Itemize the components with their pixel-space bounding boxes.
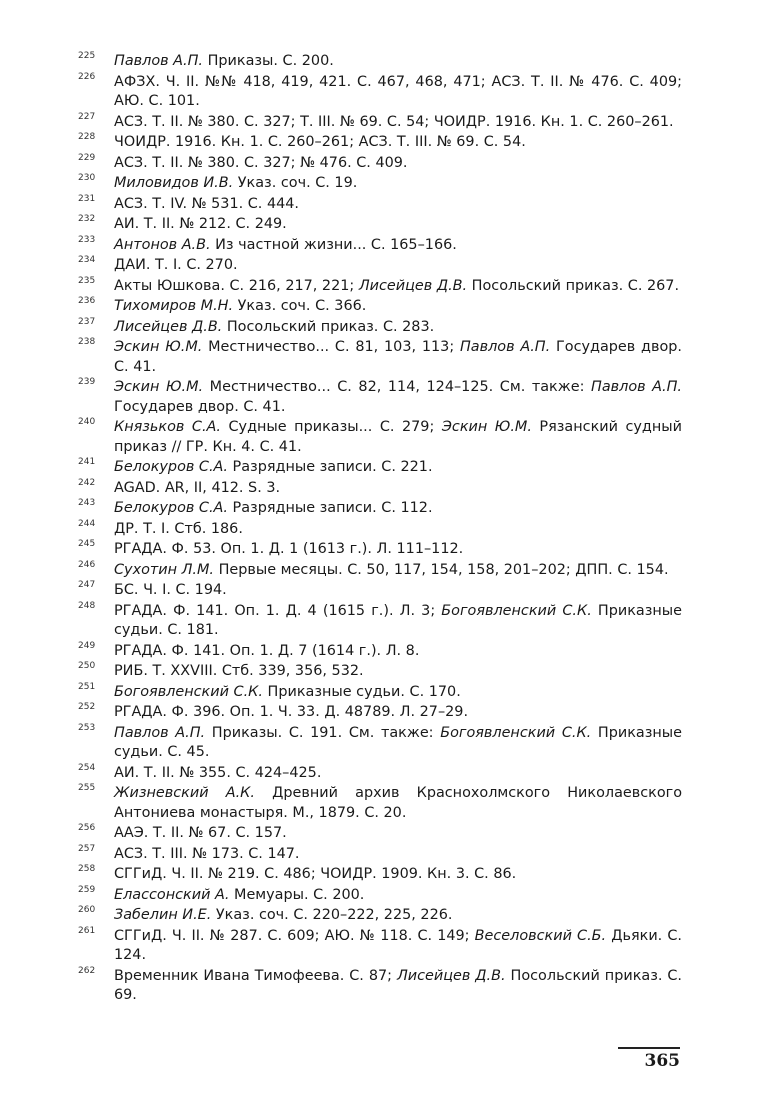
author-name: Павлов А.П. bbox=[114, 724, 206, 741]
citation-text: РГАДА. Ф. 53. Оп. 1. Д. 1 (1613 г.). Л. 111–112. bbox=[114, 541, 464, 557]
footnote-text bbox=[114, 866, 516, 882]
footnote-text bbox=[114, 825, 287, 841]
footnote-entry bbox=[78, 886, 682, 906]
author-name: Жизневский А.К. bbox=[114, 785, 255, 801]
citation-text: Указ. соч. С. 366. bbox=[233, 298, 367, 314]
footnote-number: 239 bbox=[78, 377, 96, 387]
footnote-entry bbox=[78, 540, 682, 560]
footnote-entry bbox=[78, 764, 682, 784]
author-name: Белокуров С.А. bbox=[114, 459, 228, 475]
footnote-number: 232 bbox=[78, 214, 96, 224]
page-number-rule bbox=[618, 1047, 680, 1049]
author-name: Тихомиров М.Н. bbox=[114, 298, 234, 314]
footnote-entry bbox=[78, 824, 682, 844]
footnote-text bbox=[114, 704, 468, 720]
footnote-entry bbox=[78, 906, 682, 926]
footnote-number: 255 bbox=[78, 783, 96, 793]
author-name: Антонов А.В. bbox=[114, 236, 211, 253]
footnote-entry bbox=[78, 499, 682, 519]
footnote-entry bbox=[78, 561, 682, 581]
citation-text: Разрядные записи. С. 112. bbox=[227, 500, 433, 516]
footnote-text bbox=[114, 846, 299, 862]
citation-text: Посольский приказ. С. 283. bbox=[222, 318, 435, 335]
footnote-text bbox=[114, 643, 419, 659]
footnote-entry bbox=[78, 378, 682, 417]
footnote-number: 257 bbox=[78, 843, 96, 854]
citation-text: Временник Ивана Тимофеева. С. 87; bbox=[114, 967, 397, 984]
citation-text: АИ. Т. II. № 212. С. 249. bbox=[114, 216, 287, 232]
citation-text: АСЗ. Т. II. № 380. С. 327; Т. III. № 69. С. 54; ЧОИДР. 1916. Кн. 1. С. 260–261. bbox=[114, 113, 674, 130]
author-name: Сухотин Л.М. bbox=[114, 561, 214, 578]
footnote-entry bbox=[78, 297, 682, 317]
citation-text: Из частной жизни... С. 165–166. bbox=[210, 236, 457, 253]
footnote-text bbox=[114, 74, 682, 110]
citation-text: Приказные судьи. С. 45. bbox=[114, 724, 682, 760]
footnote-text bbox=[114, 582, 227, 598]
author-name: Лисейцев Д.В. bbox=[396, 967, 506, 984]
footnote-text bbox=[114, 419, 682, 455]
citation-text: Дьяки. С. 124. bbox=[114, 927, 683, 963]
footnote-text bbox=[114, 928, 682, 964]
footnote-entry bbox=[78, 73, 682, 112]
footnote-text bbox=[114, 175, 357, 191]
footnote-entry bbox=[78, 236, 682, 256]
footnote-text bbox=[114, 887, 364, 903]
footnote-number: 244 bbox=[78, 518, 96, 529]
footnote-number: 227 bbox=[78, 111, 96, 122]
citation-text: БС. Ч. I. С. 194. bbox=[114, 582, 227, 598]
footnote-text bbox=[114, 298, 366, 314]
footnote-entry bbox=[78, 113, 682, 133]
footnote-text bbox=[114, 785, 682, 821]
footnote-number: 251 bbox=[78, 681, 96, 692]
citation-text: АСЗ. Т. II. № 380. С. 327; № 476. С. 409. bbox=[114, 154, 408, 171]
footnote-entry bbox=[78, 256, 682, 276]
author-name: Лисейцев Д.В. bbox=[114, 318, 223, 335]
footnote-entry bbox=[78, 581, 682, 601]
citation-text: Государев двор. С. 41. bbox=[114, 398, 286, 415]
footnote-entry bbox=[78, 318, 682, 338]
footnote-number: 261 bbox=[78, 925, 96, 936]
footnote-text bbox=[114, 319, 434, 335]
footnote-text bbox=[114, 237, 457, 253]
citation-text: Государев двор. С. 41. bbox=[114, 339, 682, 375]
author-name: Князьков С.А. bbox=[114, 419, 221, 435]
footnote-number: 254 bbox=[78, 762, 96, 773]
citation-text: Приказные судьи. С. 170. bbox=[262, 683, 461, 700]
footnote-entry bbox=[78, 602, 682, 641]
footnote-text bbox=[114, 196, 299, 212]
footnote-entry bbox=[78, 174, 682, 194]
citation-text: Указ. соч. С. 19. bbox=[233, 175, 358, 191]
footnote-number: 230 bbox=[78, 173, 96, 183]
footnote-entry bbox=[78, 52, 682, 72]
citation-text: Акты Юшкова. С. 216, 217, 221; bbox=[114, 277, 359, 294]
citation-text: АСЗ. Т. III. № 173. С. 147. bbox=[114, 845, 300, 862]
footnote-text bbox=[114, 379, 682, 415]
footnote-number: 253 bbox=[78, 722, 96, 733]
citation-text: Древний архив Краснохолмского Николаевского Антониева монастыря. М., 1879. С. 20. bbox=[114, 785, 683, 821]
citation-text: РИБ. Т. XXVIII. Стб. 339, 356, 532. bbox=[114, 663, 364, 679]
footnote-entry bbox=[78, 215, 682, 235]
footnote-entry bbox=[78, 277, 682, 297]
footnote-entry bbox=[78, 845, 682, 865]
footnote-entry bbox=[78, 154, 682, 174]
footnote-number: 240 bbox=[78, 417, 96, 427]
footnote-entry bbox=[78, 662, 682, 682]
author-name: Белокуров С.А. bbox=[114, 500, 228, 516]
footnote-entry bbox=[78, 724, 682, 763]
footnote-number: 256 bbox=[78, 823, 96, 833]
author-name: Елассонский А. bbox=[114, 886, 230, 903]
footnote-text bbox=[114, 603, 682, 639]
footnote-number: 246 bbox=[78, 559, 96, 570]
citation-text: Рязанский судный приказ // ГР. Кн. 4. С. 41. bbox=[114, 419, 682, 455]
footnote-number: 247 bbox=[78, 580, 96, 590]
footnote-text bbox=[114, 134, 526, 150]
footnote-number: 236 bbox=[78, 296, 96, 306]
footnote-entry bbox=[78, 703, 682, 723]
citation-text: Первые месяцы. С. 50, 117, 154, 158, 201–202; ДПП. С. 154. bbox=[214, 561, 669, 578]
author-name: Лисейцев Д.В. bbox=[358, 277, 468, 294]
footnote-number: 235 bbox=[78, 275, 96, 286]
citation-text: Мемуары. С. 200. bbox=[229, 886, 365, 903]
footnote-number: 241 bbox=[78, 457, 96, 467]
footnote-number: 231 bbox=[78, 193, 96, 204]
footnote-text bbox=[114, 114, 674, 130]
author-name: Павлов А.П. bbox=[591, 379, 682, 395]
citation-text: ААЭ. Т. II. № 67. С. 157. bbox=[114, 825, 287, 841]
citation-text: Приказы. С. 191. См. также: bbox=[205, 724, 441, 741]
footnote-entry bbox=[78, 418, 682, 457]
footnote-number: 258 bbox=[78, 864, 96, 874]
author-name: Богоявленский С.К. bbox=[440, 724, 592, 741]
footnote-entry bbox=[78, 458, 682, 478]
footnote-text bbox=[114, 278, 679, 294]
citation-text: АИ. Т. II. № 355. С. 424–425. bbox=[114, 764, 322, 781]
footnote-entry bbox=[78, 683, 682, 703]
citation-text: Приказы. С. 200. bbox=[203, 53, 334, 69]
citation-text: СГГиД. Ч. II. № 287. С. 609; АЮ. № 118. С. 149; bbox=[114, 927, 475, 944]
author-name: Миловидов И.В. bbox=[114, 175, 234, 191]
citation-text: Местничество... С. 82, 114, 124–125. См. также: bbox=[203, 379, 591, 395]
footnote-number: 228 bbox=[78, 132, 96, 142]
author-name: Богоявленский С.К. bbox=[114, 683, 263, 700]
footnote-entry bbox=[78, 133, 682, 153]
footnote-text bbox=[114, 521, 243, 537]
citation-text: ЧОИДР. 1916. Кн. 1. С. 260–261; АСЗ. Т. III. № 69. С. 54. bbox=[114, 134, 526, 150]
author-name: Эскин Ю.М. bbox=[114, 379, 204, 395]
footnote-text bbox=[114, 684, 461, 700]
footnote-entry bbox=[78, 642, 682, 662]
citation-text: АФЗХ. Ч. II. №№ 418, 419, 421. С. 467, 468, 471; АСЗ. Т. II. № 476. С. 409; АЮ. С. 101. bbox=[114, 73, 682, 109]
citation-text: Посольский приказ. С. 69. bbox=[114, 967, 683, 1003]
footnote-text bbox=[114, 480, 280, 496]
footnote-number: 225 bbox=[78, 51, 96, 61]
author-name: Эскин Ю.М. bbox=[441, 419, 532, 435]
footnote-text bbox=[114, 968, 682, 1004]
citation-text: ДАИ. Т. I. С. 270. bbox=[114, 257, 238, 273]
author-name: Эскин Ю.М. bbox=[114, 339, 203, 355]
footnote-text bbox=[114, 500, 433, 516]
footnote-text bbox=[114, 907, 452, 923]
author-name: Веселовский С.Б. bbox=[474, 927, 607, 944]
footnote-text bbox=[114, 663, 364, 679]
citation-text: Приказные судьи. С. 181. bbox=[114, 602, 683, 638]
footnote-entry bbox=[78, 520, 682, 540]
author-name: Богоявленский С.К. bbox=[441, 602, 592, 619]
author-name: Павлов А.П. bbox=[114, 53, 203, 69]
footnote-number: 229 bbox=[78, 152, 96, 163]
footnote-number: 260 bbox=[78, 905, 96, 915]
footnote-text bbox=[114, 155, 407, 171]
footnote-text bbox=[114, 725, 682, 761]
citation-text: СГГиД. Ч. II. № 219. С. 486; ЧОИДР. 1909. Кн. 3. С. 86. bbox=[114, 866, 517, 882]
citation-text: Посольский приказ. С. 267. bbox=[467, 277, 680, 294]
footnote-text bbox=[114, 53, 334, 69]
footnote-number: 226 bbox=[78, 71, 96, 82]
citation-text: АСЗ. Т. IV. № 531. С. 444. bbox=[114, 195, 299, 212]
citation-text: РГАДА. Ф. 141. Оп. 1. Д. 7 (1614 г.). Л. 8. bbox=[114, 642, 420, 659]
footnote-number: 250 bbox=[78, 661, 96, 671]
footnote-number: 233 bbox=[78, 234, 96, 245]
footnote-entry bbox=[78, 784, 682, 823]
footnote-entry bbox=[78, 927, 682, 966]
footnote-number: 262 bbox=[78, 965, 96, 976]
citation-text: ДР. Т. I. Стб. 186. bbox=[114, 520, 243, 537]
citation-text: Судные приказы... С. 279; bbox=[220, 419, 442, 435]
footnote-number: 242 bbox=[78, 477, 96, 488]
author-name: Павлов А.П. bbox=[459, 339, 551, 355]
citation-text: РГАДА. Ф. 141. Оп. 1. Д. 4 (1615 г.). Л. 3; bbox=[114, 602, 442, 619]
footnote-text bbox=[114, 216, 287, 232]
footnote-number: 252 bbox=[78, 702, 96, 712]
author-name: Забелин И.Е. bbox=[114, 907, 212, 923]
citation-text: AGAD. AR, II, 412. S. 3. bbox=[114, 479, 281, 496]
footnote-number: 237 bbox=[78, 316, 96, 327]
page-number: 365 bbox=[644, 1051, 680, 1071]
citation-text: Разрядные записи. С. 221. bbox=[227, 459, 433, 475]
citation-text: РГАДА. Ф. 396. Оп. 1. Ч. 33. Д. 48789. Л. 27–29. bbox=[114, 704, 469, 720]
footnote-text bbox=[114, 459, 433, 475]
footnote-number: 234 bbox=[78, 255, 96, 265]
footnotes-list bbox=[78, 52, 682, 1007]
footnote-text bbox=[114, 765, 321, 781]
footnote-text bbox=[114, 257, 238, 273]
footnote-number: 243 bbox=[78, 498, 96, 508]
footnote-text bbox=[114, 562, 669, 578]
footnote-text bbox=[114, 541, 463, 557]
footnote-entry bbox=[78, 967, 682, 1006]
footnote-number: 259 bbox=[78, 884, 96, 895]
footnote-number: 245 bbox=[78, 539, 96, 549]
footnote-entry bbox=[78, 479, 682, 499]
footnote-number: 248 bbox=[78, 600, 96, 611]
citation-text: Местничество... С. 81, 103, 113; bbox=[202, 339, 460, 355]
footnote-number: 249 bbox=[78, 640, 96, 651]
citation-text: Указ. соч. С. 220–222, 225, 226. bbox=[211, 907, 453, 923]
footnote-entry bbox=[78, 338, 682, 377]
footnote-text bbox=[114, 339, 682, 375]
footnote-entry bbox=[78, 195, 682, 215]
footnote-number: 238 bbox=[78, 337, 96, 347]
footnote-entry bbox=[78, 865, 682, 885]
